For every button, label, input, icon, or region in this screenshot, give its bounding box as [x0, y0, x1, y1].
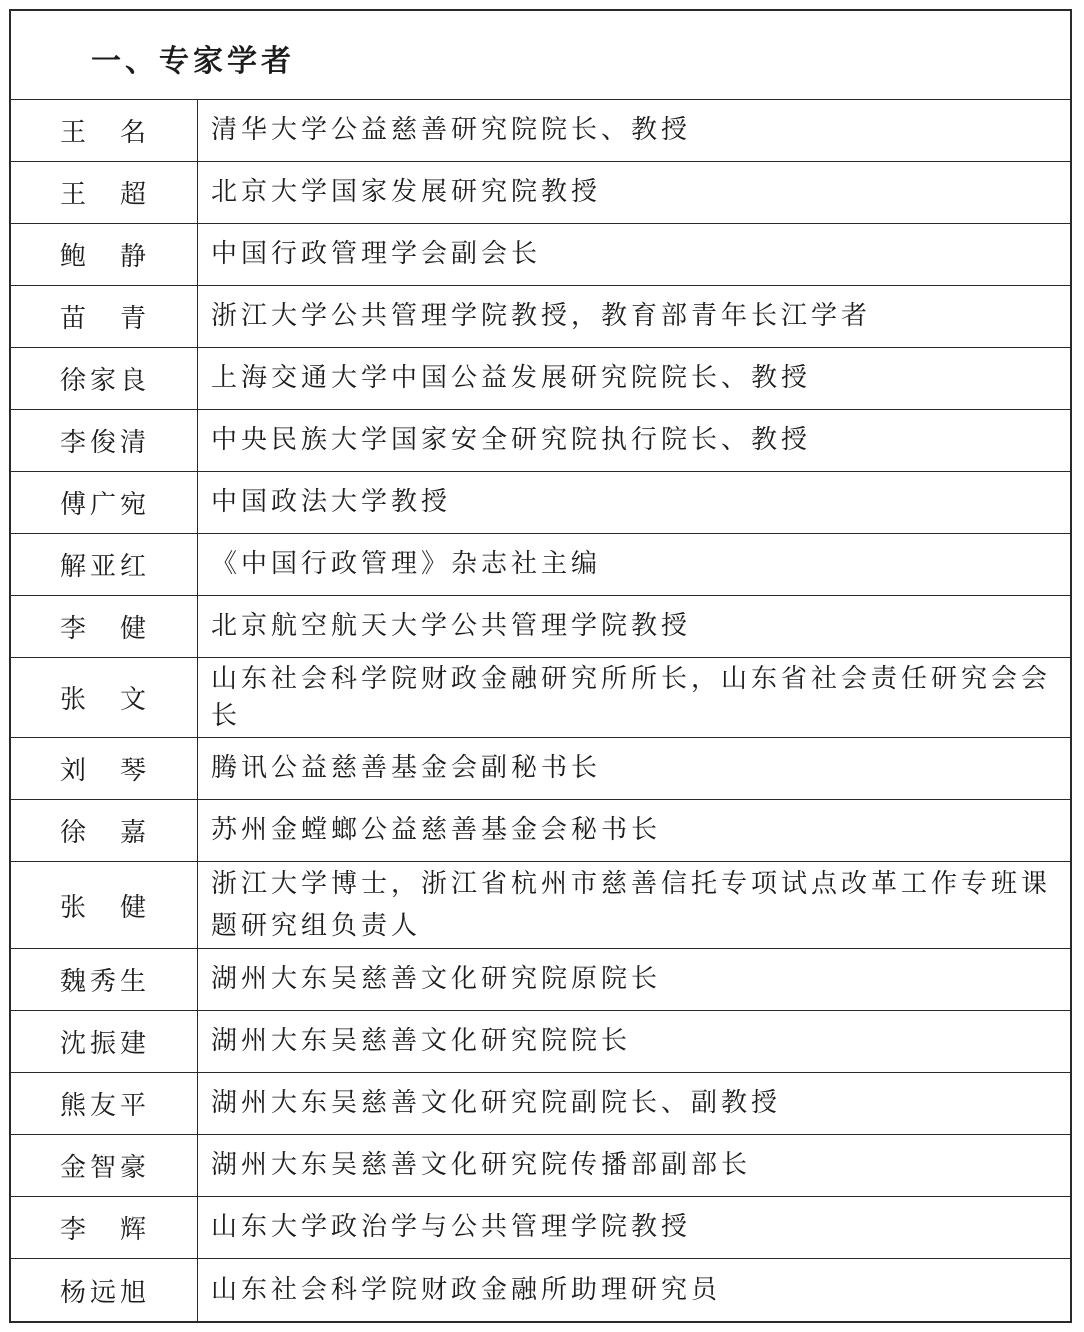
expert-name: 李俊清 [11, 410, 198, 471]
table-row [11, 1197, 1070, 1259]
expert-title: 苏州金螳螂公益慈善基金会秘书长 [211, 815, 662, 845]
table-row [11, 534, 1070, 596]
expert-title: 湖州大东吴慈善文化研究院传播部副部长 [211, 1150, 752, 1180]
expert-name: 魏秀生 [11, 949, 198, 1010]
expert-title: 中国行政管理学会副会长 [211, 239, 542, 269]
expert-name: 李 健 [11, 596, 198, 657]
expert-title: 浙江大学博士，浙江省杭州市慈善信托专项试点改革工作专班课题研究组负责人 [211, 869, 1052, 941]
expert-title-cell [198, 286, 1070, 347]
expert-title-cell [198, 949, 1070, 1010]
table-row [11, 162, 1070, 224]
expert-title: 清华大学公益慈善研究院院长、教授 [211, 115, 692, 145]
table-row [11, 348, 1070, 410]
expert-table [9, 9, 1072, 1323]
table-row [11, 658, 1070, 738]
expert-name: 徐家良 [11, 348, 198, 409]
table-row [11, 1135, 1070, 1197]
expert-title-cell [198, 862, 1070, 948]
expert-title-cell [198, 800, 1070, 861]
expert-title: 北京航空航天大学公共管理学院教授 [211, 611, 692, 641]
expert-title: 山东社会科学院财政金融所助理研究员 [211, 1274, 722, 1305]
expert-title: 浙江大学公共管理学院教授，教育部青年长江学者 [211, 301, 872, 331]
table-row [11, 224, 1070, 286]
expert-title-cell [198, 1135, 1070, 1196]
expert-name: 李 辉 [11, 1197, 198, 1258]
table-row [11, 738, 1070, 800]
expert-title-cell [198, 410, 1070, 471]
expert-title: 中国政法大学教授 [211, 487, 452, 517]
expert-name: 徐 嘉 [11, 800, 198, 861]
expert-title: 中央民族大学国家安全研究院执行院长、教授 [211, 425, 812, 455]
table-row [11, 410, 1070, 472]
expert-name: 苗 青 [11, 286, 198, 347]
expert-name: 张 文 [11, 658, 198, 737]
section-title: 一、专家学者 [91, 44, 295, 79]
expert-title-cell [198, 472, 1070, 533]
expert-title: 《中国行政管理》杂志社主编 [211, 549, 602, 579]
expert-name: 沈振建 [11, 1011, 198, 1072]
expert-title: 北京大学国家发展研究院教授 [211, 177, 602, 207]
expert-name: 解亚红 [11, 534, 198, 595]
expert-title: 湖州大东吴慈善文化研究院原院长 [211, 964, 662, 994]
expert-title-cell [198, 100, 1070, 161]
table-row [11, 286, 1070, 348]
expert-name: 傅广宛 [11, 472, 198, 533]
table-row [11, 1011, 1070, 1073]
table-row [11, 800, 1070, 862]
expert-title-cell [198, 1011, 1070, 1072]
table-row [11, 862, 1070, 949]
expert-name: 金智豪 [11, 1135, 198, 1196]
expert-title-cell [198, 348, 1070, 409]
expert-name: 鲍 静 [11, 224, 198, 285]
table-row [11, 100, 1070, 162]
expert-name: 熊友平 [11, 1073, 198, 1134]
table-row [11, 949, 1070, 1011]
table-row [11, 1259, 1070, 1321]
expert-title-cell [198, 1197, 1070, 1258]
expert-title-cell [198, 658, 1070, 737]
table-row [11, 596, 1070, 658]
expert-title: 山东社会科学院财政金融研究所所长，山东省社会责任研究会会长 [211, 663, 1052, 731]
expert-title-cell [198, 1259, 1070, 1321]
expert-name: 王 超 [11, 162, 198, 223]
expert-name: 王 名 [11, 100, 198, 161]
expert-name: 杨远旭 [11, 1259, 198, 1321]
table-row [11, 472, 1070, 534]
expert-name: 刘 琴 [11, 738, 198, 799]
expert-name: 张 健 [11, 862, 198, 948]
expert-title-cell [198, 596, 1070, 657]
expert-title: 腾讯公益慈善基金会副秘书长 [211, 753, 602, 783]
expert-title: 湖州大东吴慈善文化研究院院长 [211, 1026, 632, 1056]
table-row [11, 1073, 1070, 1135]
section-header [11, 11, 1070, 100]
expert-title-cell [198, 224, 1070, 285]
expert-title: 山东大学政治学与公共管理学院教授 [211, 1212, 692, 1242]
expert-title: 湖州大东吴慈善文化研究院副院长、副教授 [211, 1088, 782, 1118]
expert-title-cell [198, 534, 1070, 595]
expert-title-cell [198, 1073, 1070, 1134]
expert-title-cell [198, 162, 1070, 223]
expert-title-cell [198, 738, 1070, 799]
expert-title: 上海交通大学中国公益发展研究院院长、教授 [211, 363, 812, 393]
